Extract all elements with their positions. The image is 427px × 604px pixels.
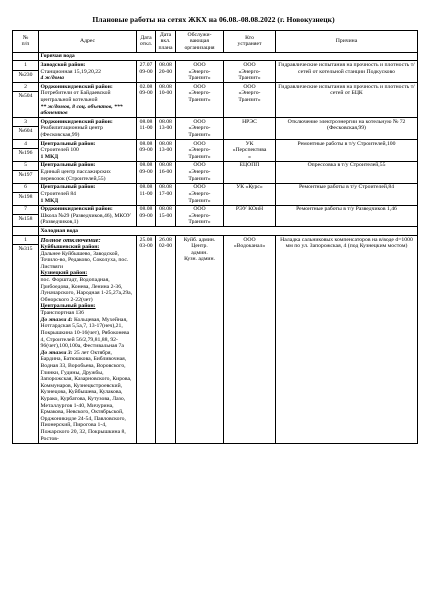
header-address: Адрес — [39, 31, 137, 53]
row-date-off: 08.08 11-00 — [137, 183, 156, 205]
section-title-cold-water: Холодная вода — [39, 227, 418, 236]
table-row — [13, 161, 418, 183]
row-service-org: ООО «Энерго- Транзит» — [176, 83, 224, 118]
row-address: Орджоникидзевский район: Школа №29 (Разведчиков,46), МКОУ (Разведчиков,1) — [39, 205, 137, 227]
row-number: 1 №230 — [13, 61, 39, 83]
outage-table — [12, 30, 418, 444]
row-date-off: 08.08 09-00 — [137, 205, 156, 227]
row-fixer: НРЭС — [224, 118, 276, 140]
header-reason: Причина — [276, 31, 418, 53]
row-reason: Опрессовка в т/у Строителей,55 — [276, 161, 418, 183]
row-number: 2 №504 — [13, 83, 39, 118]
table-row — [13, 236, 418, 444]
table-row — [13, 61, 418, 83]
row-address: Орджоникидзевский район: Реабилитационный центр (Фесковская,99) — [39, 118, 137, 140]
row-date-on: 08.08 13-00 — [156, 118, 176, 140]
table-row — [13, 118, 418, 140]
row-number: 3 №604 — [13, 118, 39, 140]
row-address: Полное отключение: Куйбышевский район: Дальнее Куйбышево, Заводской, Точило-во, Редаково, Соколуха, пос. Листвяги Кузнецкий район: пос. Форштадт, Водопадная, Грибоедова, Конева, Ленина 2-36, Луначарского, Народная 1-25,27а,29а, Обнорского 2-22(чет) Центральный район: Транспортная 136 До этажа 4: Кольцевая, Мухейная, Нотгардская 5,5а,7, 13-17(неч),21, Покрышкина 10-16(чет), Рябоконева 4, Строителей 56/2,79,81,88, 92-96(чет),100,100а, Фестивальная 7а До этажа 3: 25 лет Октября, Бардина, Батюшкова, Библивочная, Водная 33, Воробьева, Воровского, Глинки, Гудины, Дружбы, Запорожская, Казарновского, Кирова, Коммунаров, Кузнецкстроевский, Кузнецова, Куйбышева, Кулакова, Курако, Курбатова, Кутузова, Лазо, Металлургов 1-40, Мичурина, Ермакова, Невского, Октябрьской, Орджоникидзе 24-54, Павловского, Пионерский, Пирогова 1-4, Пожарского 20, 32, Покрышкина 8, Ростов- — [39, 236, 137, 444]
row-number: 7 №158 — [13, 205, 39, 227]
table-row — [13, 205, 418, 227]
row-reason: Ремонтные работы в т/у Строителей,84 — [276, 183, 418, 205]
row-date-on: 08.08 10-00 — [156, 83, 176, 118]
row-service-org: ООО «Энерго- Транзит» — [176, 118, 224, 140]
row-date-off: 08.08 09-00 — [137, 161, 156, 183]
row-fixer: ООО «Энерго- Транзит» — [224, 83, 276, 118]
row-fixer: УК «Курс» — [224, 183, 276, 205]
row-service-org: ООО «Энерго- Транзит» — [176, 183, 224, 205]
row-date-off: 02.08 09-00 — [137, 83, 156, 118]
header-num: № п/п — [13, 31, 39, 53]
row-address: Центральный район: Единый центр пассажирских перевозок (Строителей,55) — [39, 161, 137, 183]
row-date-off: 27.07 09-00 — [137, 61, 156, 83]
row-service-org: ООО «Энерго- Транзит» — [176, 61, 224, 83]
row-date-on: 08.08 13-00 — [156, 140, 176, 162]
row-date-on: 08.08 15-00 — [156, 205, 176, 227]
row-date-on: 08.08 20-00 — [156, 61, 176, 83]
row-number: 4 №196 — [13, 140, 39, 162]
row-service-org: ООО «Энерго- Транзит» — [176, 161, 224, 183]
row-reason: Наладка сальниковых компенсаторов на в/воде d=1000 мм по ул. Запорожская, 4 (под Кузнецким мостом) — [276, 236, 418, 444]
row-number: 1 №315 — [13, 236, 39, 444]
row-address: Центральный район: Строителей 100 1 МКД — [39, 140, 137, 162]
row-address: Заводской район: Станционная 15,19,20,22 4 ж/дома — [39, 61, 137, 83]
row-date-on: 26.08 02-00 — [156, 236, 176, 444]
row-reason: Ремонтные работы в т/у Разведчиков 1,46 — [276, 205, 418, 227]
row-date-off: 08.08 09-00 — [137, 140, 156, 162]
section-title-hot-water: Горячая вода — [39, 52, 418, 61]
row-number: 5 №197 — [13, 161, 39, 183]
row-fixer: ЕЦОПП — [224, 161, 276, 183]
row-fixer: ООО «Энерго- Транзит» — [224, 61, 276, 83]
table-row — [13, 140, 418, 162]
section-row-hot-water — [13, 52, 418, 61]
row-date-on: 08.08 17-00 — [156, 183, 176, 205]
table-row — [13, 183, 418, 205]
row-fixer: РЭУ КОиН — [224, 205, 276, 227]
row-date-on: 08.08 16-00 — [156, 161, 176, 183]
row-service-org: Куйб. админ. Центр. админ. Кузн. админ. — [176, 236, 224, 444]
row-reason: Отключение электроэнергии на котельную № 72 (Фесковская,99) — [276, 118, 418, 140]
row-address: Орджоникидзевский район: Потребители от Байдаевской центральной котельной ** ж/домов, 8 соц. объектов, *** абонентов — [39, 83, 137, 118]
document-title: Плановые работы на сетях ЖКХ на 06.08.-08.08.2022 (г. Новокузнецк) — [92, 15, 335, 24]
header-date-off: Дата откл. — [137, 31, 156, 53]
header-service-org: Обслужи- вающая организация — [176, 31, 224, 53]
row-fixer: ООО «Водоканал» — [224, 236, 276, 444]
row-date-off: 08.08 11-00 — [137, 118, 156, 140]
row-service-org: ООО «Энерго- Транзит» — [176, 205, 224, 227]
row-reason: Гидравлические испытания на прочность и плотность т/сетей от БЦК — [276, 83, 418, 118]
table-header-row — [13, 31, 418, 53]
header-fixer: Кто устраняет — [224, 31, 276, 53]
header-date-on: Дата вкл. плана — [156, 31, 176, 53]
table-row — [13, 83, 418, 118]
section-row-cold-water — [13, 227, 418, 236]
row-date-off: 25.08 03-00 — [137, 236, 156, 444]
row-reason: Ремонтные работы в т/у Строителей,100 — [276, 140, 418, 162]
row-number: 6 №198 — [13, 183, 39, 205]
row-fixer: УК «Перспектива » — [224, 140, 276, 162]
row-address: Центральный район: Строителей 84 1 МКД — [39, 183, 137, 205]
row-reason: Гидравлические испытания на прочность и плотность т/сетей от котельной станции Подкусково — [276, 61, 418, 83]
row-service-org: ООО «Энерго- Транзит» — [176, 140, 224, 162]
